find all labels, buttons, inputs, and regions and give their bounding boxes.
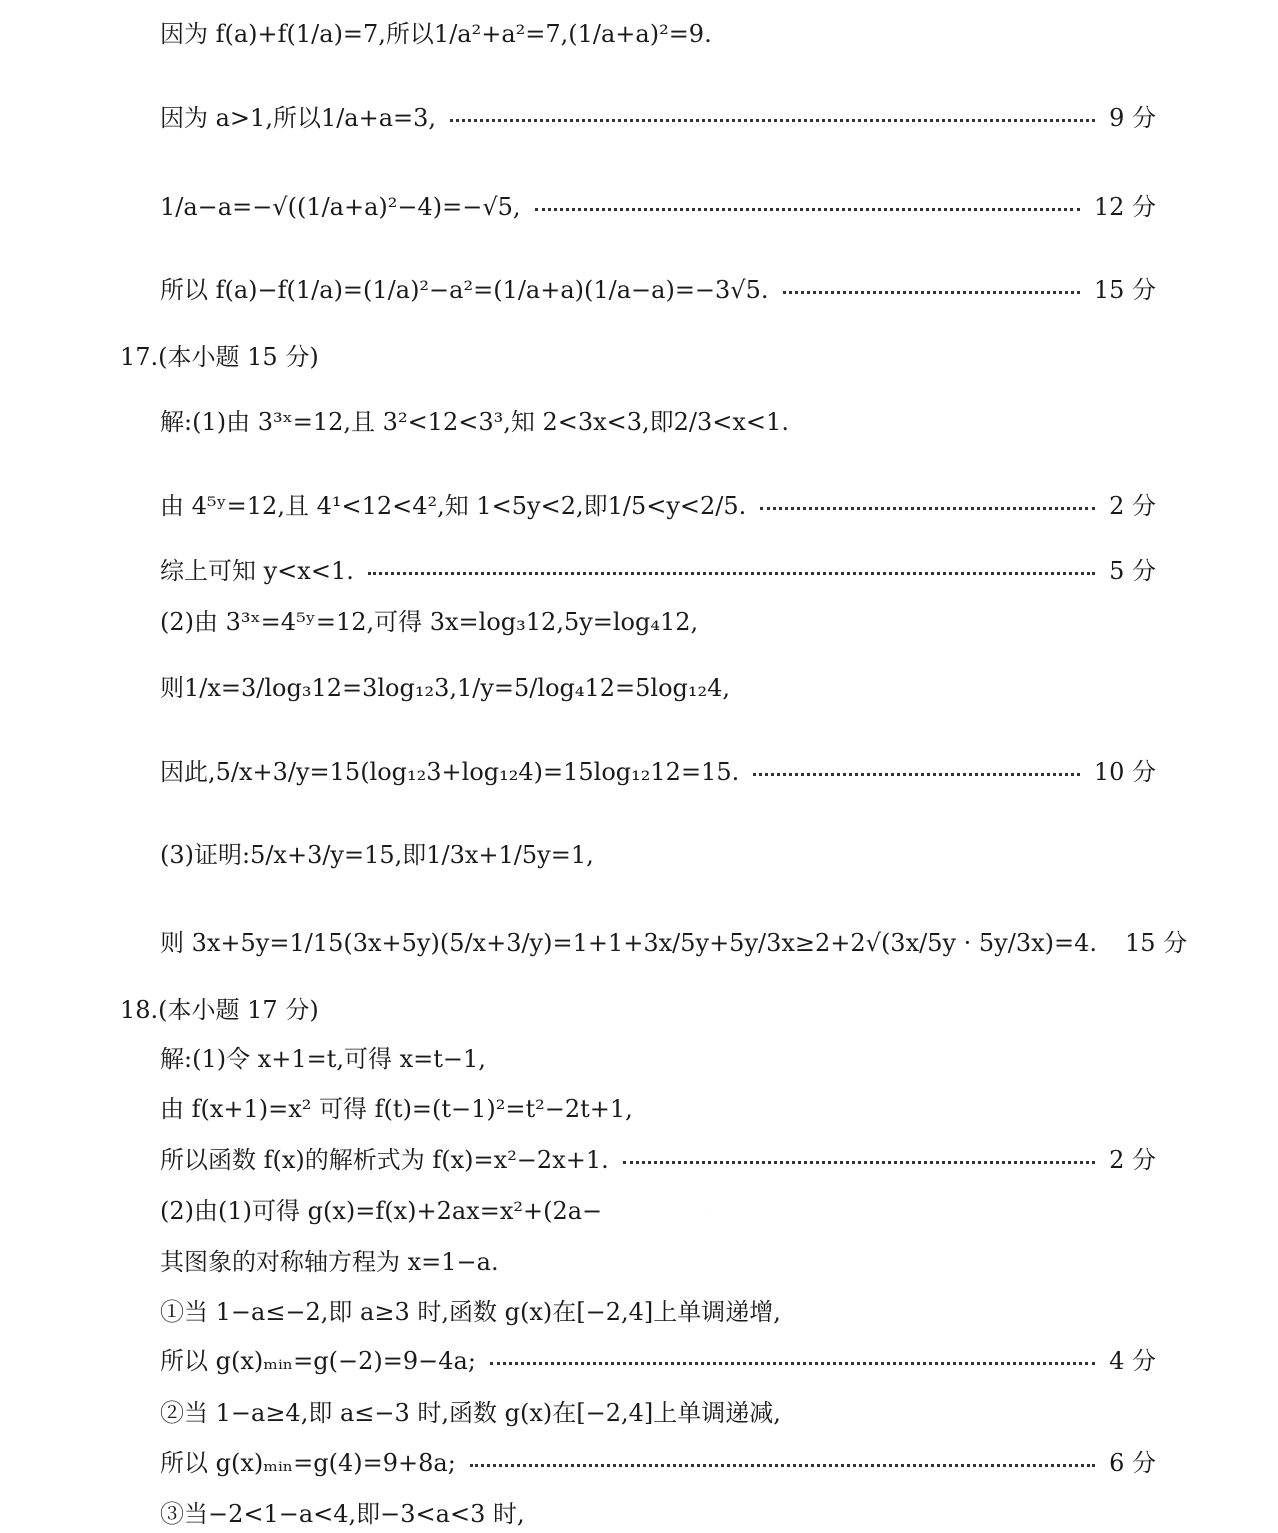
solution-line bbox=[160, 1300, 1156, 1324]
line-text: 1/a−a=−√((1/a+a)²−4)=−√5, bbox=[160, 193, 521, 221]
line-text: 所以函数 f(x)的解析式为 f(x)=x²−2x+1. bbox=[160, 1146, 609, 1174]
dotted-leader bbox=[760, 507, 1095, 510]
dotted-leader bbox=[535, 208, 1080, 211]
line-text: 因此,5/x+3/y=15(log₁₂3+log₁₂4)=15log₁₂12=15. bbox=[160, 758, 740, 786]
solution-line bbox=[160, 278, 1156, 302]
line-text: 所以 g(x)ₘᵢₙ=g(4)=9+8a; bbox=[160, 1449, 456, 1477]
solution-line bbox=[160, 760, 1156, 784]
solution-line bbox=[160, 1097, 1156, 1121]
blurred-region bbox=[675, 1200, 785, 1224]
solution-line bbox=[160, 1401, 1156, 1425]
line-text: 综上可知 y<x<1. bbox=[160, 557, 354, 585]
line-text: (2)由 3³ˣ=4⁵ʸ=12,可得 3x=log₃12,5y=log₄12, bbox=[160, 608, 699, 636]
line-text: (2)由(1)可得 g(x)=f(x)+2ax=x²+(2a− bbox=[160, 1197, 603, 1225]
line-text: 则1/x=3/log₃12=3log₁₂3,1/y=5/log₄12=5log₁₂4, bbox=[160, 674, 731, 702]
solution-line bbox=[160, 494, 1156, 518]
solution-line bbox=[160, 1148, 1156, 1172]
solution-line bbox=[160, 1199, 1156, 1223]
line-text: ②当 1−a≥4,即 a≤−3 时,函数 g(x)在[−2,4]上单调递减, bbox=[160, 1399, 781, 1427]
line-text: 18.(本小题 17 分) bbox=[120, 996, 319, 1024]
solution-line bbox=[160, 22, 1156, 46]
solution-line bbox=[160, 843, 1156, 867]
line-text: 其图象的对称轴方程为 x=1−a. bbox=[160, 1248, 499, 1276]
dotted-leader bbox=[753, 773, 1080, 776]
line-text: 则 3x+5y=1/15(3x+5y)(5/x+3/y)=1+1+3x/5y+5y/3x≥2+2√(3x/5y · 5y/3x)=4. bbox=[160, 929, 1098, 957]
solution-line bbox=[160, 1451, 1156, 1475]
score-label: 5 分 bbox=[1109, 557, 1156, 585]
score-label: 15 分 bbox=[1125, 929, 1188, 957]
solution-line bbox=[160, 1047, 1156, 1071]
solution-line bbox=[160, 676, 1156, 700]
solution-line bbox=[160, 559, 1156, 583]
solution-line bbox=[160, 1250, 1156, 1274]
line-text: 解:(1)令 x+1=t,可得 x=t−1, bbox=[160, 1045, 486, 1073]
line-text: 所以 g(x)ₘᵢₙ=g(−2)=9−4a; bbox=[160, 1347, 476, 1375]
solution-line bbox=[160, 1349, 1156, 1373]
score-label: 4 分 bbox=[1109, 1347, 1156, 1375]
dotted-leader bbox=[450, 119, 1095, 122]
dotted-leader bbox=[470, 1464, 1095, 1467]
line-text: 解:(1)由 3³ˣ=12,且 3²<12<3³,知 2<3x<3,即2/3<x<1. bbox=[160, 408, 789, 436]
solution-line bbox=[160, 1502, 1156, 1526]
line-text: 17.(本小题 15 分) bbox=[120, 343, 319, 371]
question-header bbox=[120, 345, 1116, 369]
solution-line bbox=[160, 929, 1188, 957]
line-text: 由 f(x+1)=x² 可得 f(t)=(t−1)²=t²−2t+1, bbox=[160, 1095, 633, 1123]
line-text: 因为 a>1,所以1/a+a=3, bbox=[160, 104, 437, 132]
dotted-leader bbox=[623, 1161, 1095, 1164]
score-label: 10 分 bbox=[1093, 758, 1156, 786]
solution-line bbox=[160, 410, 1156, 434]
solution-line bbox=[160, 195, 1156, 219]
score-label: 2 分 bbox=[1109, 492, 1156, 520]
line-text: 由 4⁵ʸ=12,且 4¹<12<4²,知 1<5y<2,即1/5<y<2/5. bbox=[160, 492, 747, 520]
line-text: (3)证明:5/x+3/y=15,即1/3x+1/5y=1, bbox=[160, 841, 594, 869]
line-text: 所以 f(a)−f(1/a)=(1/a)²−a²=(1/a+a)(1/a−a)=−3√5. bbox=[160, 276, 769, 304]
dotted-leader bbox=[490, 1362, 1095, 1365]
line-text: 因为 f(a)+f(1/a)=7,所以1/a²+a²=7,(1/a+a)²=9. bbox=[160, 20, 712, 48]
question-header bbox=[120, 998, 1116, 1022]
score-label: 2 分 bbox=[1109, 1146, 1156, 1174]
score-label: 9 分 bbox=[1109, 104, 1156, 132]
score-label: 6 分 bbox=[1109, 1449, 1156, 1477]
score-label: 15 分 bbox=[1093, 276, 1156, 304]
score-label: 12 分 bbox=[1093, 193, 1156, 221]
line-text: ①当 1−a≤−2,即 a≥3 时,函数 g(x)在[−2,4]上单调递增, bbox=[160, 1298, 781, 1326]
dotted-leader bbox=[368, 572, 1095, 575]
solution-line bbox=[160, 106, 1156, 130]
line-text: ③当−2<1−a<4,即−3<a<3 时, bbox=[160, 1500, 525, 1528]
dotted-leader bbox=[783, 291, 1080, 294]
solution-line bbox=[160, 610, 1156, 634]
